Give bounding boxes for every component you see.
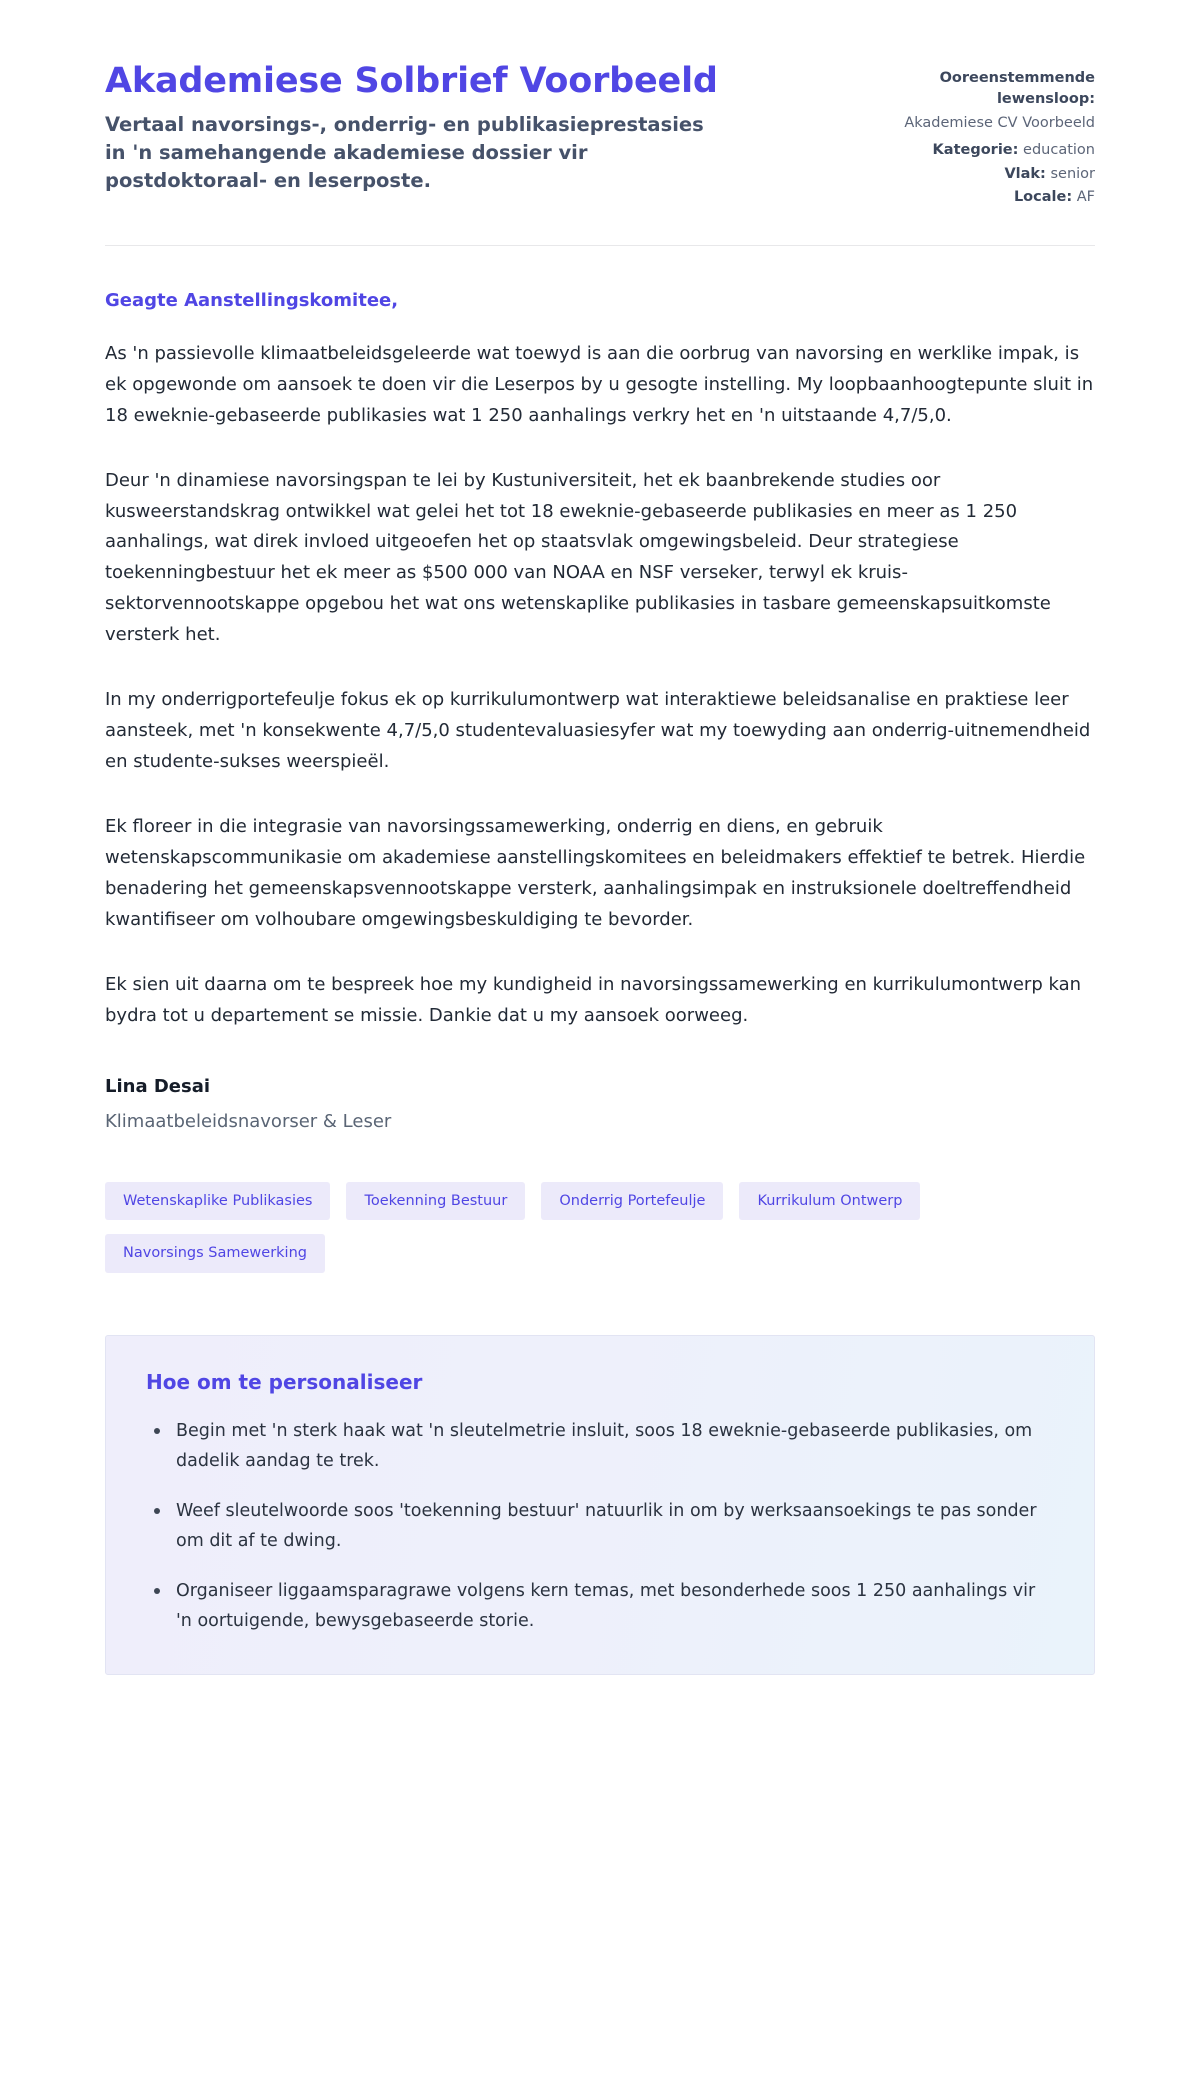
header-title-group: [105, 62, 725, 194]
tag-chip[interactable]: Onderrig Portefeulje: [541, 1182, 723, 1221]
cover-letter-body: [105, 246, 1095, 1132]
tag-chip[interactable]: Toekenning Bestuur: [346, 1182, 525, 1221]
callout-tip-list: [146, 1416, 1054, 1637]
meta-resume-label: Ooreenstemmende lewensloop:: [939, 70, 1095, 108]
letter-paragraph: As 'n passievolle klimaatbeleidsgeleerde wat toewyd is aan die oorbrug van navorsing en werklike impak, is ek opgewonde om aansoek te doen vir die Leserpos by u gesogte instelling. My loopbaanhoogtepunte sluit in 18 eweknie-gebaseerde publikasies wat 1 250 aanhalings verkry het en 'n uitstaande 4,7/5,0.: [105, 342, 1094, 426]
meta-category: [840, 140, 1095, 161]
letter-paragraph: Ek floreer in die integrasie van navorsingssamewerking, onderrig en diens, en gebruik wetenskapscommunikasie om akademiese aanstellingskomitees en beleidmakers effektief te betrek. Hierdie benadering het gemeenskapsvennootskappe versterk, aanhalingsimpak en instruksionele doeltreffendheid kwantifiseer om volhoubare omgewingsbeskuldiging te bevorder.: [105, 816, 1086, 931]
meta-level-label: Vlak:: [1004, 165, 1046, 182]
signature-name: Lina Desai: [105, 1075, 211, 1097]
signature-block: [105, 1076, 1095, 1132]
meta-resume-value: Akademiese CV Voorbeeld: [904, 114, 1095, 131]
meta-category-value: education: [1023, 142, 1095, 159]
page-title: Akademiese Solbrief Voorbeeld: [105, 61, 718, 101]
tag-chip[interactable]: Wetenskaplike Publikasies: [105, 1182, 330, 1221]
meta-locale-value: AF: [1076, 189, 1095, 206]
meta-level: [840, 164, 1095, 185]
meta-category-label: Kategorie:: [932, 142, 1019, 159]
meta-resume: [840, 68, 1095, 134]
letter-paragraph: In my onderrigportefeulje fokus ek op kurrikulumontwerp wat interaktiewe beleidsanalise en praktiese leer aansteek, met 'n konsekwente 4,7/5,0 studentevaluasiesyfer wat my toewyding aan onderrig-uitnemendheid en studente-sukses weerspieël.: [105, 689, 1091, 773]
letter-paragraphs: [105, 339, 1095, 1032]
meta-locale-label: Locale:: [1013, 189, 1073, 206]
meta-level-value: senior: [1050, 165, 1095, 182]
meta-locale: [840, 187, 1095, 208]
letter-paragraph: Ek sien uit daarna om te bespreek hoe my kundigheid in navorsingssamewerking en kurrikulumontwerp kan bydra tot u departement se missie. Dankie dat u my aansoek oorweeg.: [105, 973, 1082, 1026]
tag-list: [105, 1182, 1025, 1273]
callout-tip-item: Begin met 'n sterk haak wat 'n sleutelmetrie insluit, soos 18 eweknie-gebaseerde publikasies, om dadelik aandag te trek.: [172, 1416, 1054, 1476]
document-header: [105, 40, 1095, 211]
callout-tip-item: Weef sleutelwoorde soos 'toekenning bestuur' natuurlik in om by werksaansoekings te pas sonder om dit af te dwing.: [172, 1496, 1054, 1556]
header-metadata: [840, 62, 1095, 211]
signature-role: Klimaatbeleidsnavorser & Leser: [105, 1110, 392, 1132]
tag-chip[interactable]: Navorsings Samewerking: [105, 1234, 325, 1273]
tag-chip[interactable]: Kurrikulum Ontwerp: [739, 1182, 920, 1221]
letter-paragraph: Deur 'n dinamiese navorsingspan te lei by Kustuniversiteit, het ek baanbrekende studies oor kusweerstandskrag ontwikkel wat gelei het tot 18 eweknie-gebaseerde publikasies en meer as 1 250 aanhalings, wat direk invloed uitgeoefen het op staatsvlak omgewingsbeleid. Deur strategiese toekenningbestuur het ek meer as $500 000 van NOAA en NSF verseker, terwyl ek kruis-sektorvennootskappe opgebou het wat ons wetenskaplike publikasies in tasbare gemeenskapsuitkomste versterk het.: [105, 469, 1051, 646]
personalization-callout: [105, 1335, 1095, 1676]
letter-salutation: Geagte Aanstellingskomitee,: [105, 289, 399, 311]
callout-title: Hoe om te personaliseer: [146, 1369, 423, 1394]
callout-tip-item: Organiseer liggaamsparagrawe volgens kern temas, met besonderhede soos 1 250 aanhalings vir 'n oortuigende, bewysgebaseerde storie.: [172, 1576, 1054, 1636]
page-subtitle: Vertaal navorsings-, onderrig- en publikasieprestasies in 'n samehangende akademiese dossier vir postdoktoraal- en leserposte.: [105, 113, 704, 192]
